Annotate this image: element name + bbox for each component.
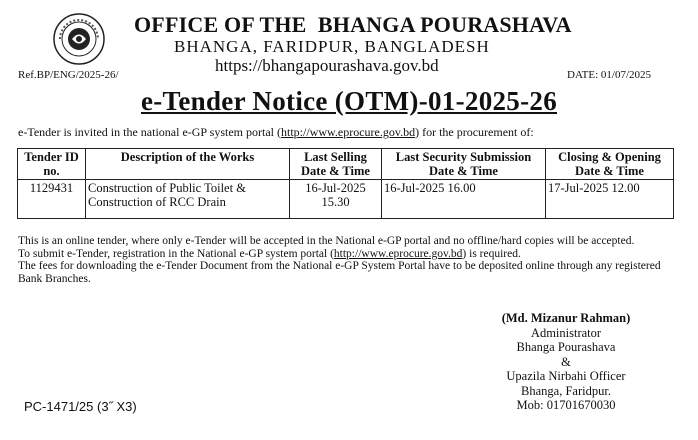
cell-closing-opening: 17-Jul-2025 12.00 [546, 180, 674, 219]
publication-code: PC-1471/25 (3˝ X3) [24, 399, 137, 414]
table-header-row [18, 149, 674, 180]
header-description: Description of the Works [86, 149, 290, 180]
signatory-name: (Md. Mizanur Rahman) [501, 311, 631, 325]
intro-before: e-Tender is invited in the national e-GP system portal ( [18, 125, 281, 139]
intro-text [18, 125, 534, 140]
intro-after: ) for the procurement of: [415, 125, 534, 139]
signature-block [456, 311, 676, 413]
selling-date: 16-Jul-2025 [305, 181, 366, 195]
pourashava-seal-logo [52, 12, 106, 66]
header-last-security: Last Security Submission Date & Time [382, 149, 546, 180]
cell-tender-id: 1129431 [18, 180, 86, 219]
note-registration-after: ) is required. [462, 247, 521, 260]
signatory-mobile: Mob: 01701670030 [516, 398, 616, 412]
signatory-title-uno: Upazila Nirbahi Officer [506, 369, 626, 383]
notice-date: DATE: 01/07/2025 [567, 69, 652, 81]
table-row [18, 180, 674, 219]
notes-block [18, 235, 678, 285]
egp-portal-link[interactable]: http://www.eprocure.gov.bd [280, 125, 416, 139]
notice-title: e-Tender Notice (OTM)-01-2025-26 [140, 86, 557, 116]
cell-description: Construction of Public Toilet & Construction of RCC Drain [86, 180, 290, 219]
cell-last-security: 16-Jul-2025 16.00 [382, 180, 546, 219]
header-tender-id: Tender ID no. [18, 149, 86, 180]
signatory-location: Bhanga, Faridpur. [521, 383, 611, 398]
selling-time: 15.30 [321, 195, 350, 209]
signatory-title-pourashava: Bhanga Pourashava [516, 340, 616, 354]
registration-portal-link[interactable]: http://www.eprocure.gov.bd [333, 247, 463, 260]
office-website[interactable]: https://bhangapourashava.gov.bd [215, 56, 439, 75]
office-title: OFFICE OF THE BHANGA POURASHAVA [134, 12, 572, 37]
reference-number: Ref.BP/ENG/2025-26/ [18, 69, 119, 81]
office-location: BHANGA, FARIDPUR, BANGLADESH [174, 37, 490, 56]
signatory-title-administrator: Administrator [530, 325, 602, 340]
header-last-selling: Last Selling Date & Time [290, 149, 382, 180]
cell-last-selling [290, 180, 382, 219]
note-registration [18, 248, 678, 261]
note-registration-before: To submit e-Tender, registration in the National e-GP system portal ( [18, 247, 334, 260]
header-closing-opening: Closing & Opening Date & Time [546, 149, 674, 180]
note-online-tender: This is an online tender, where only e-Tender will be accepted in the National e-GP portal and no offline/hard copies will be accepted. [18, 235, 635, 247]
tender-table [17, 148, 674, 219]
note-fees: The fees for downloading the e-Tender Document from the National e-GP System Portal have to be deposited online through any registered Bank Branches. [18, 260, 661, 285]
signatory-ampersand: & [561, 354, 571, 369]
